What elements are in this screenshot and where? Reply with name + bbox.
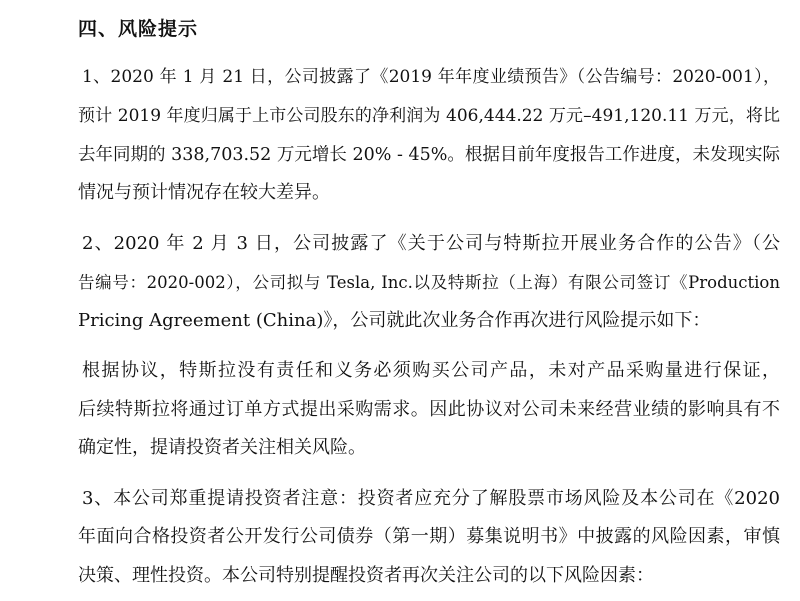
text-line: 1、2020 年 1 月 21 日，公司披露了《2019 年年度业绩预告》（公告编号：2020-001）， — [82, 67, 780, 87]
text-line: Pricing Agreement (China)》，公司就此次业务合作再次进行风险提示如下： — [78, 310, 711, 331]
text-line: 预计 2019 年度归属于上市公司股东的净利润为 406,444.22 万元–491,120.11 万元，将比 — [78, 106, 780, 126]
text-line: 告编号：2020-002），公司拟与 Tesla, Inc.以及特斯拉（上海）有限公司签订《Production — [78, 273, 780, 292]
text-line: 确定性，提请投资者关注相关风险。 — [78, 437, 366, 458]
text-line: 情况与预计情况存在较大差异。 — [78, 182, 330, 203]
text-line: 决策、理性投资。本公司特别提醒投资者再次关注公司的以下风险因素： — [78, 565, 654, 586]
text-line: 3、本公司郑重提请投资者注意：投资者应充分了解股票市场风险及本公司在《2020 — [82, 488, 780, 509]
text-line: 年面向合格投资者公开发行公司债券（第一期）募集说明书》中披露的风险因素，审慎 — [78, 526, 780, 547]
text-line: 2、2020 年 2 月 3 日，公司披露了《关于公司与特斯拉开展业务合作的公告》（公 — [82, 233, 780, 254]
text-line: 去年同期的 338,703.52 万元增长 20% - 45%。根据目前年度报告工作进度，未发现实际 — [78, 145, 780, 165]
section-heading: 四、风险提示 — [78, 18, 199, 40]
text-line: 后续特斯拉将通过订单方式提出采购需求。因此协议对公司未来经营业绩的影响具有不 — [78, 399, 780, 420]
text-line: 根据协议，特斯拉没有责任和义务必须购买公司产品，未对产品采购量进行保证， — [82, 360, 780, 381]
